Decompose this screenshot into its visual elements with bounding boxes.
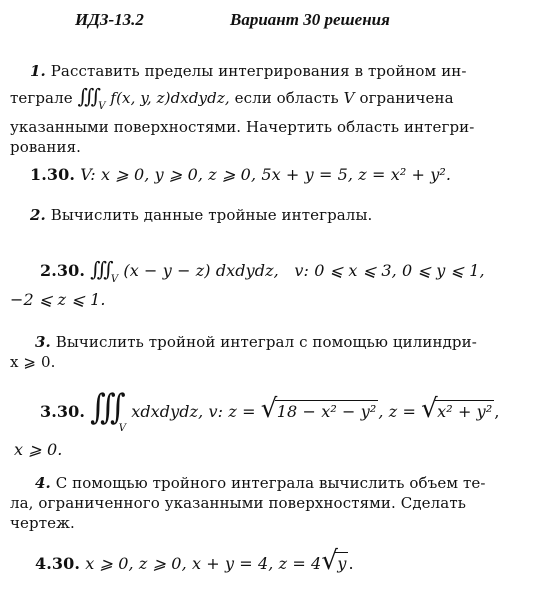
variant-title: Вариант 30 решения (230, 10, 390, 29)
integral-subscript: V (110, 274, 119, 285)
doc-code: ИДЗ-13.2 (75, 10, 144, 29)
task1-variant (30, 165, 451, 184)
sqrt-icon: √ (421, 394, 438, 424)
sqrt-expression-3 (321, 546, 348, 576)
sqrt-expression-1 (260, 394, 379, 424)
task3-text-line1: Вычислить тройной интеграл с помощью цилиндри- (55, 333, 477, 351)
radicand-2: x² + y² (437, 402, 493, 421)
integral-subscript: V (118, 423, 127, 434)
task1-text-end: ограничена (359, 89, 454, 107)
task4-number: 4. (35, 474, 51, 492)
triple-integral-symbol: ∭ (90, 257, 111, 281)
task4-line1 (35, 474, 486, 492)
task1-text-pre: теграле (10, 89, 73, 107)
radicand-1: 18 − x² − y² (276, 402, 377, 421)
task1-text-line1: Расставить пределы интегрирования в тройном ин- (50, 62, 467, 80)
task2-variant (40, 257, 485, 285)
task4-line2: ла, ограниченного указанными поверхностями. Сделать (10, 494, 466, 512)
task1-variant-text: V: x ⩾ 0, y ⩾ 0, z ⩾ 0, 5x + y = 5, z = x² + y². (80, 165, 452, 184)
task3-variant-number: 3.30. (40, 402, 86, 421)
task2-line1 (30, 206, 372, 224)
task2-domain: v: 0 ⩽ x ⩽ 3, 0 ⩽ y ⩽ 1, (294, 261, 485, 280)
task3-integrand: xdxdydz, (131, 402, 204, 421)
task3-end: , (494, 402, 500, 421)
task3-line2b: x ⩾ 0. (14, 440, 63, 459)
radicand-3: y (337, 554, 347, 573)
sqrt-icon: √ (260, 394, 278, 424)
task4-end: . (348, 554, 354, 573)
task3-v: v: z = (208, 402, 256, 421)
task1-line4: рования. (10, 138, 82, 156)
integral-subscript: V (98, 101, 106, 112)
task3-line1 (35, 333, 477, 351)
task3-number: 3. (35, 333, 51, 351)
task2-variant-number: 2.30. (40, 261, 86, 280)
task1-number: 1. (30, 62, 46, 80)
task1-region: V (343, 89, 355, 107)
triple-integral-symbol: ∭ (77, 84, 99, 108)
sqrt-expression-2 (421, 394, 494, 424)
triple-integral-symbol: ∭ (90, 387, 119, 428)
task4-variant-text: x ⩾ 0, z ⩾ 0, x + y = 4, z = 4 (85, 554, 322, 573)
task3-line2: x ⩾ 0. (10, 353, 56, 369)
task4-variant-number: 4.30. (35, 554, 81, 573)
task4-variant (35, 546, 354, 576)
task2-text: Вычислить данные тройные интегралы. (50, 206, 373, 224)
task1-text-post: если область (234, 89, 339, 107)
task1-line1 (30, 62, 467, 80)
task3-variant (40, 387, 500, 434)
task3-mid: , z = (378, 402, 416, 421)
task4-line3: чертеж. (10, 514, 75, 532)
task1-line2 (10, 84, 454, 112)
task2-line2: −2 ⩽ z ⩽ 1. (10, 290, 106, 309)
sqrt-icon: √ (321, 546, 338, 576)
task4-text-line1: С помощью тройного интеграла вычислить объем те- (55, 474, 486, 492)
task2-integrand: (x − y − z) dxdydz, (123, 261, 279, 280)
task2-number: 2. (30, 206, 46, 224)
task1-function: f(x, y, z)dxdydz, (110, 89, 230, 107)
task1-variant-number: 1.30. (30, 165, 76, 184)
task1-line3: указанными поверхностями. Начертить область интегри- (10, 118, 475, 136)
